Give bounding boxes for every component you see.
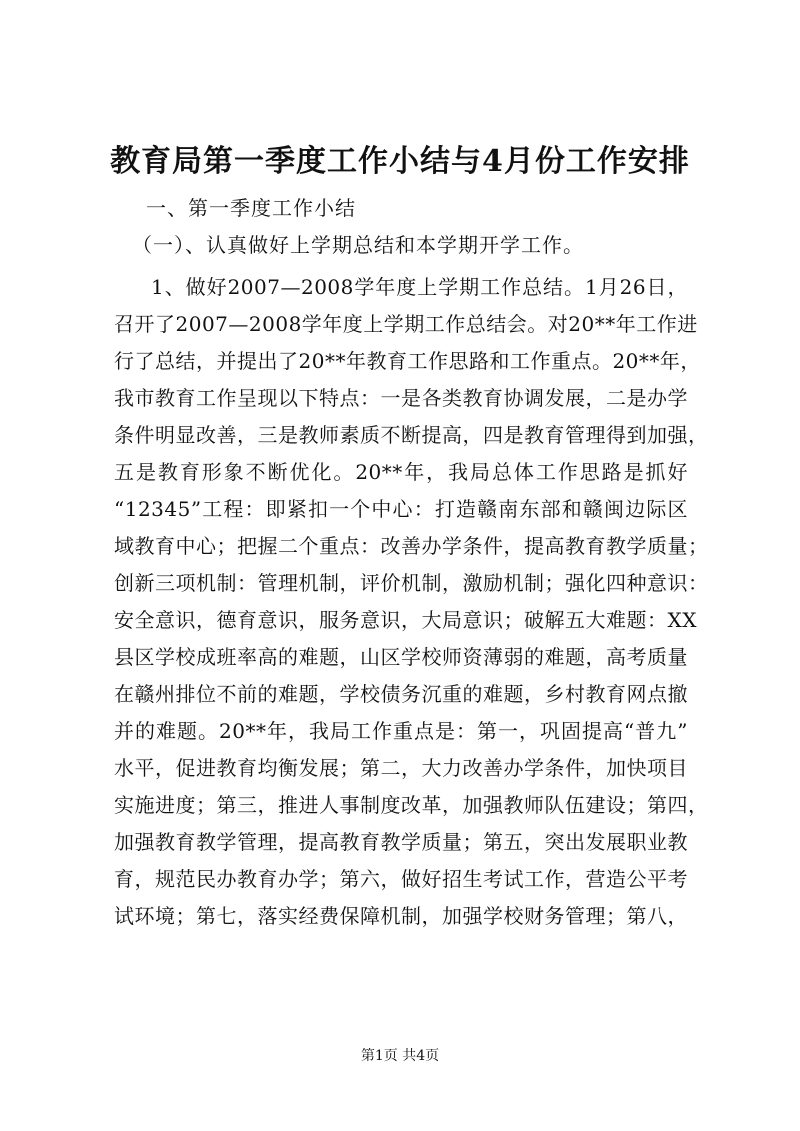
paragraph-line: 创新三项机制：管理机制，评价机制，激励机制；强化四种意识： — [114, 571, 709, 595]
document-title: 教育局第一季度工作小结与4月份工作安排 — [110, 144, 690, 179]
paragraph-line: 安全意识，德育意识，服务意识，大局意识；破解五大难题：XX — [114, 608, 697, 632]
paragraph-line: 试环境；第七，落实经费保障机制，加强学校财务管理；第八， — [114, 904, 688, 928]
paragraph-line: 并的难题。20**年，我局工作重点是：第一，巩固提高“普九” — [114, 719, 688, 743]
paragraph-line: 县区学校成班率高的难题，山区学校师资薄弱的难题，高考质量 — [114, 645, 688, 669]
paragraph-line: 我市教育工作呈现以下特点：一是各类教育协调发展，二是办学 — [114, 386, 688, 410]
paragraph-line: “12345”工程：即紧扣一个中心：打造赣南东部和赣闽边际区 — [114, 497, 688, 521]
section-heading: 一、第一季度工作小结 — [146, 196, 356, 220]
paragraph-line: 行了总结，并提出了20**年教育工作思路和工作重点。20**年， — [114, 349, 701, 373]
paragraph-line: 1、做好2007—2008学年度上学期工作总结。1月26日， — [151, 275, 688, 299]
paragraph-line: 域教育中心；把握二个重点：改善办学条件，提高教育教学质量； — [114, 534, 709, 558]
paragraph-line: 水平，促进教育均衡发展；第二，大力改善办学条件，加快项目 — [114, 756, 688, 780]
paragraph-line: 条件明显改善，三是教师素质不断提高，四是教育管理得到加强， — [114, 423, 709, 447]
paragraph-line: 召开了2007—2008学年度上学期工作总结会。对20**年工作进 — [114, 312, 698, 336]
paragraph-line: 实施进度；第三，推进人事制度改革，加强教师队伍建设；第四， — [114, 793, 709, 817]
subsection-heading: （一）、认真做好上学期总结和本学期开学工作。 — [132, 233, 584, 257]
paragraph-line: 育，规范民办教育办学；第六，做好招生考试工作，营造公平考 — [114, 867, 688, 891]
paragraph-line: 五是教育形象不断优化。20**年，我局总体工作思路是抓好 — [114, 460, 688, 484]
page-indicator: 第1页 共4页 — [360, 1048, 440, 1064]
paragraph-line: 加强教育教学管理，提高教育教学质量；第五，突出发展职业教 — [114, 830, 688, 854]
paragraph-line: 在赣州排位不前的难题，学校债务沉重的难题，乡村教育网点撤 — [114, 682, 688, 706]
